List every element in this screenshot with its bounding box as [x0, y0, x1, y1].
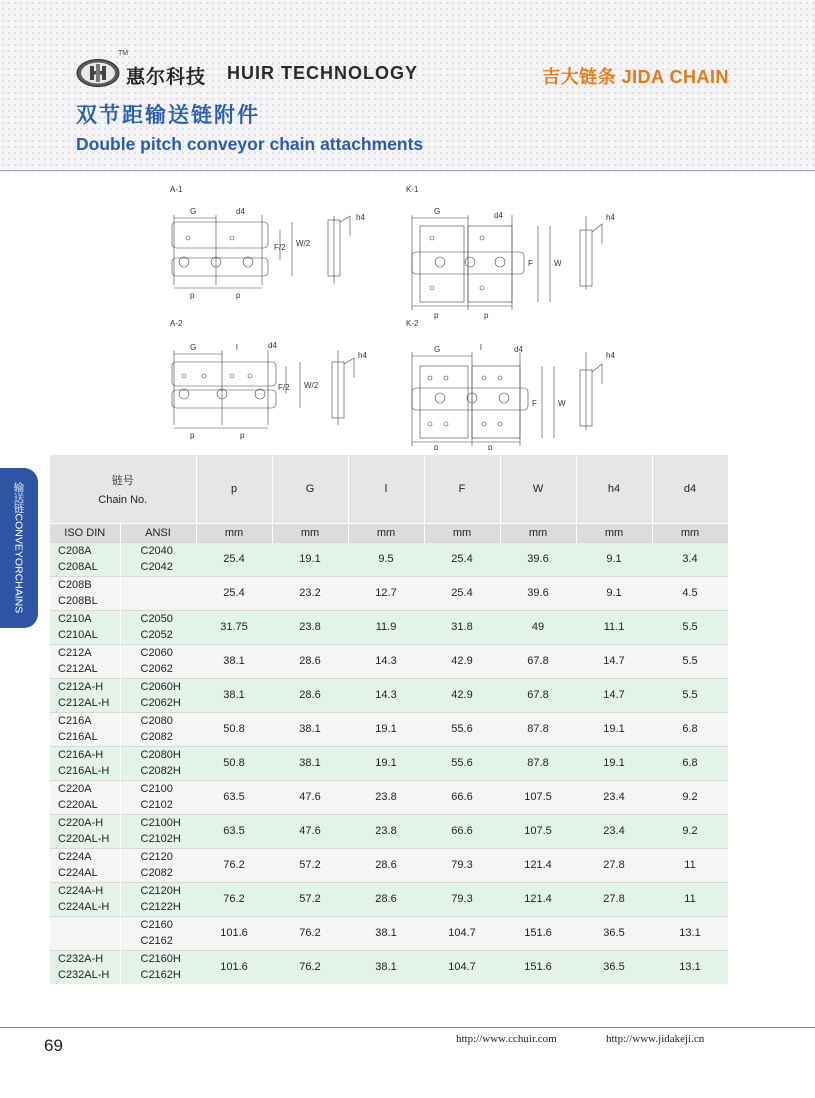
iso-din-code: C216A-H: [58, 749, 104, 761]
ansi-cell: [120, 644, 196, 678]
website-link-jidakeji[interactable]: http://www.jidakeji.cn: [606, 1033, 705, 1045]
value-cell-f: 66.6: [424, 814, 500, 848]
unit-l: mm: [348, 523, 424, 542]
iso-din-code: C208A: [58, 545, 92, 557]
value-cell-d4: 4.5: [652, 576, 728, 610]
ansi-cell: [120, 610, 196, 644]
value-cell-l: 38.1: [348, 950, 424, 984]
iso-din-code: C232AL-H: [58, 969, 110, 982]
dim-h4-a2: h4: [358, 351, 367, 360]
value-cell-d4: 3.4: [652, 542, 728, 576]
iso-din-cell: [50, 678, 120, 712]
value-cell-h4: 14.7: [576, 678, 652, 712]
trademark-mark: TM: [118, 50, 129, 57]
diagram-k2: [412, 352, 602, 446]
table-row: [50, 746, 728, 780]
value-cell-p: 50.8: [196, 746, 272, 780]
attachment-drawings-svg: [150, 180, 650, 450]
ansi-code: C2082H: [140, 765, 181, 777]
value-cell-w: 87.8: [500, 746, 576, 780]
value-cell-f: 79.3: [424, 882, 500, 916]
value-cell-f: 55.6: [424, 746, 500, 780]
value-cell-p: 25.4: [196, 576, 272, 610]
table-row: [50, 916, 728, 950]
page-title-chinese: 双节距输送链附件: [76, 104, 260, 127]
value-cell-f: 31.8: [424, 610, 500, 644]
ansi-code: C2100: [140, 783, 173, 795]
value-cell-w: 39.6: [500, 576, 576, 610]
value-cell-h4: 19.1: [576, 746, 652, 780]
value-cell-p: 101.6: [196, 916, 272, 950]
value-cell-h4: 19.1: [576, 712, 652, 746]
unit-h4: mm: [576, 523, 652, 542]
value-cell-p: 38.1: [196, 678, 272, 712]
dim-g-k2: G: [434, 345, 441, 354]
ansi-cell: [120, 848, 196, 882]
value-cell-w: 121.4: [500, 882, 576, 916]
value-cell-g: 23.8: [272, 610, 348, 644]
value-cell-w: 107.5: [500, 780, 576, 814]
iso-din-code: C212AL: [58, 663, 98, 675]
col-header-d4: d4: [652, 455, 728, 523]
dim-p-a1-2: p: [236, 291, 241, 300]
ansi-code: C2160: [140, 919, 173, 931]
value-cell-l: 19.1: [348, 712, 424, 746]
value-cell-w: 121.4: [500, 848, 576, 882]
iso-din-code: C220A: [58, 783, 92, 795]
value-cell-f: 42.9: [424, 678, 500, 712]
value-cell-g: 23.2: [272, 576, 348, 610]
ansi-code: C2080H: [140, 749, 181, 761]
value-cell-h4: 36.5: [576, 950, 652, 984]
value-cell-f: 79.3: [424, 848, 500, 882]
dim-p-a2-1: p: [190, 431, 195, 440]
table-header-row: [50, 455, 728, 523]
value-cell-p: 76.2: [196, 882, 272, 916]
value-cell-f: 104.7: [424, 916, 500, 950]
value-cell-w: 67.8: [500, 644, 576, 678]
unit-w: mm: [500, 523, 576, 542]
diagram-label-a2: A-2: [170, 319, 183, 328]
ansi-cell: [120, 950, 196, 984]
ansi-code: C2080: [140, 715, 173, 727]
value-cell-d4: 6.8: [652, 712, 728, 746]
dim-d4-a1: d4: [236, 207, 245, 216]
value-cell-l: 23.8: [348, 780, 424, 814]
iso-din-cell: [50, 814, 120, 848]
ansi-code: C2102: [140, 799, 173, 811]
iso-din-code: C210A: [58, 613, 92, 625]
value-cell-d4: 5.5: [652, 678, 728, 712]
unit-g: mm: [272, 523, 348, 542]
value-cell-g: 38.1: [272, 746, 348, 780]
value-cell-g: 57.2: [272, 882, 348, 916]
ansi-code: C2120: [140, 851, 173, 863]
value-cell-l: 11.9: [348, 610, 424, 644]
ansi-code: C2042: [140, 561, 173, 573]
dim-h4-k1: h4: [606, 213, 615, 222]
value-cell-f: 104.7: [424, 950, 500, 984]
col-header-f: F: [424, 455, 500, 523]
value-cell-g: 38.1: [272, 712, 348, 746]
value-cell-p: 31.75: [196, 610, 272, 644]
value-cell-p: 76.2: [196, 848, 272, 882]
chain-no-header: [50, 455, 196, 523]
ansi-cell: [120, 780, 196, 814]
diagram-a2: [172, 350, 354, 428]
unit-p: mm: [196, 523, 272, 542]
value-cell-p: 50.8: [196, 712, 272, 746]
brand-name-english: HUIR TECHNOLOGY: [227, 63, 419, 83]
page-title-english: Double pitch conveyor chain attachments: [76, 134, 424, 154]
value-cell-g: 47.6: [272, 780, 348, 814]
value-cell-d4: 5.5: [652, 610, 728, 644]
diagram-label-k1: K-1: [406, 185, 419, 194]
ansi-cell: [120, 712, 196, 746]
ansi-code: C2162H: [140, 969, 181, 982]
col-header-g: G: [272, 455, 348, 523]
value-cell-w: 49: [500, 610, 576, 644]
value-cell-p: 101.6: [196, 950, 272, 984]
value-cell-l: 9.5: [348, 542, 424, 576]
value-cell-l: 38.1: [348, 916, 424, 950]
dim-w-k2: W: [558, 399, 566, 408]
value-cell-p: 63.5: [196, 814, 272, 848]
value-cell-f: 25.4: [424, 542, 500, 576]
iso-din-code: C220A-H: [58, 817, 104, 829]
dim-h4-k2: h4: [606, 351, 615, 360]
value-cell-l: 19.1: [348, 746, 424, 780]
attachment-diagrams: [150, 180, 650, 450]
brand-name-chinese: 惠尔科技: [126, 67, 207, 88]
ansi-code: C2160H: [140, 953, 181, 966]
iso-din-code: C232A-H: [58, 953, 104, 966]
iso-din-code: C224A: [58, 851, 92, 863]
iso-din-cell: [50, 712, 120, 746]
value-cell-g: 28.6: [272, 678, 348, 712]
value-cell-h4: 27.8: [576, 882, 652, 916]
dimension-table-grid: [50, 455, 729, 984]
diagram-a1: [172, 215, 350, 288]
table-row: [50, 576, 728, 610]
value-cell-h4: 9.1: [576, 576, 652, 610]
iso-din-cell: [50, 610, 120, 644]
chain-no-header-en: Chain No.: [98, 493, 148, 506]
value-cell-p: 63.5: [196, 780, 272, 814]
ansi-code: C2050: [140, 613, 173, 625]
ansi-code: [141, 577, 197, 593]
table-row: [50, 542, 728, 576]
value-cell-h4: 23.4: [576, 780, 652, 814]
ansi-code: C2040: [140, 545, 173, 557]
ansi-code: C2102H: [140, 833, 181, 845]
dim-g-k1: G: [434, 207, 441, 216]
table-row: [50, 610, 728, 644]
value-cell-h4: 36.5: [576, 916, 652, 950]
dim-w2-a1: W/2: [296, 239, 311, 248]
dimension-table: [50, 455, 728, 984]
iso-din-code: C210AL: [58, 629, 98, 641]
value-cell-d4: 9.2: [652, 814, 728, 848]
iso-din-code: C208B: [58, 579, 92, 591]
diagram-label-a1: A-1: [170, 185, 183, 194]
section-side-tab: [0, 468, 38, 628]
section-side-tab-label: 输送链CONVEYORCHAINS: [12, 482, 25, 614]
ansi-code: C2162: [140, 935, 173, 947]
value-cell-w: 39.6: [500, 542, 576, 576]
value-cell-d4: 13.1: [652, 950, 728, 984]
iso-din-cell: [50, 882, 120, 916]
ansi-cell: [120, 678, 196, 712]
dim-d4-k1: d4: [494, 211, 503, 220]
value-cell-w: 67.8: [500, 678, 576, 712]
iso-din-cell: [50, 542, 120, 576]
value-cell-g: 57.2: [272, 848, 348, 882]
value-cell-f: 25.4: [424, 576, 500, 610]
table-row: [50, 644, 728, 678]
iso-din-cell: [50, 746, 120, 780]
table-row: [50, 780, 728, 814]
iso-din-code: C216AL-H: [58, 765, 110, 777]
table-row: [50, 678, 728, 712]
dim-g-a1: G: [190, 207, 197, 216]
dim-p-a2-2: p: [240, 431, 245, 440]
iso-din-cell: [50, 644, 120, 678]
iso-din-code: C212A-H: [58, 681, 104, 693]
value-cell-h4: 14.7: [576, 644, 652, 678]
value-cell-h4: 27.8: [576, 848, 652, 882]
ansi-code: C2120H: [140, 885, 181, 897]
dim-l-a2: l: [236, 343, 238, 352]
table-row: [50, 882, 728, 916]
dim-f2-a1: F/2: [274, 243, 286, 252]
ansi-code: C2082: [140, 867, 173, 879]
value-cell-p: 38.1: [196, 644, 272, 678]
iso-din-code: C212AL-H: [58, 697, 110, 709]
value-cell-g: 47.6: [272, 814, 348, 848]
ansi-cell: [120, 542, 196, 576]
iso-din-code: C216A: [58, 715, 92, 727]
footer-divider: [0, 1027, 815, 1028]
dim-h4-a1: h4: [356, 213, 365, 222]
dim-p-k1-1: p: [434, 311, 439, 320]
value-cell-w: 151.6: [500, 950, 576, 984]
value-cell-l: 28.6: [348, 848, 424, 882]
jida-chain-brand: 吉大链条 JIDA CHAIN: [542, 67, 729, 87]
value-cell-f: 66.6: [424, 780, 500, 814]
iso-din-cell: [50, 848, 120, 882]
page-number: 69: [44, 1036, 63, 1055]
table-body: [50, 542, 728, 984]
dim-d4-k2: d4: [514, 345, 523, 354]
ansi-cell: [120, 746, 196, 780]
dim-l-k2: l: [480, 343, 482, 352]
ansi-cell: [120, 916, 196, 950]
ansi-code: [141, 593, 197, 609]
iso-din-code: C220AL: [58, 799, 98, 811]
col-header-h4: h4: [576, 455, 652, 523]
value-cell-g: 76.2: [272, 916, 348, 950]
value-cell-l: 12.7: [348, 576, 424, 610]
value-cell-h4: 23.4: [576, 814, 652, 848]
iso-din-cell: [50, 780, 120, 814]
ansi-code: C2060: [140, 647, 173, 659]
ansi-code: C2062: [140, 663, 173, 675]
value-cell-h4: 11.1: [576, 610, 652, 644]
dim-f-k1: F: [528, 259, 533, 268]
ansi-code: C2062H: [140, 697, 181, 709]
chain-no-header-cn: 链号: [111, 474, 134, 487]
value-cell-d4: 6.8: [652, 746, 728, 780]
value-cell-d4: 11: [652, 882, 728, 916]
value-cell-h4: 9.1: [576, 542, 652, 576]
value-cell-g: 19.1: [272, 542, 348, 576]
iso-din-code: [58, 917, 120, 933]
website-link-cchuir[interactable]: http://www.cchuir.com: [456, 1033, 557, 1045]
value-cell-g: 76.2: [272, 950, 348, 984]
iso-din-cell: [50, 576, 120, 610]
value-cell-l: 14.3: [348, 644, 424, 678]
ansi-code: C2082: [140, 731, 173, 743]
value-cell-d4: 13.1: [652, 916, 728, 950]
value-cell-d4: 11: [652, 848, 728, 882]
ansi-code: C2122H: [140, 901, 181, 913]
ansi-cell: [120, 882, 196, 916]
dim-p-k1-2: p: [484, 311, 489, 320]
value-cell-d4: 9.2: [652, 780, 728, 814]
unit-f: mm: [424, 523, 500, 542]
col-header-w: W: [500, 455, 576, 523]
table-row: [50, 950, 728, 984]
huir-logo-icon: [76, 58, 120, 88]
dim-p-a1-1: p: [190, 291, 195, 300]
table-row: [50, 848, 728, 882]
dim-p-k2-2: p: [488, 443, 493, 450]
units-row: [50, 523, 728, 542]
table-row: [50, 814, 728, 848]
table-row: [50, 712, 728, 746]
ansi-cell: [120, 576, 196, 610]
ansi-header: ANSI: [120, 523, 196, 542]
value-cell-d4: 5.5: [652, 644, 728, 678]
ansi-cell: [120, 814, 196, 848]
dim-f-k2: F: [532, 399, 537, 408]
iso-din-code: C224AL: [58, 867, 98, 879]
unit-d4: mm: [652, 523, 728, 542]
value-cell-w: 87.8: [500, 712, 576, 746]
dim-w-k1: W: [554, 259, 562, 268]
ansi-code: C2060H: [140, 681, 181, 693]
iso-din-code: C224A-H: [58, 885, 104, 897]
dim-w2-a2: W/2: [304, 381, 319, 390]
col-header-l: l: [348, 455, 424, 523]
iso-din-code: C224AL-H: [58, 901, 110, 913]
value-cell-f: 42.9: [424, 644, 500, 678]
value-cell-l: 28.6: [348, 882, 424, 916]
iso-din-code: C212A: [58, 647, 92, 659]
col-header-p: p: [196, 455, 272, 523]
value-cell-g: 28.6: [272, 644, 348, 678]
dim-p-k2-1: p: [434, 443, 439, 450]
value-cell-p: 25.4: [196, 542, 272, 576]
diagram-k1: [412, 215, 602, 310]
value-cell-w: 151.6: [500, 916, 576, 950]
dim-d4-a2: d4: [268, 341, 277, 350]
iso-din-code: C220AL-H: [58, 833, 110, 845]
dim-f2-a2: F/2: [278, 383, 290, 392]
iso-din-cell: [50, 950, 120, 984]
header-divider: [0, 170, 815, 171]
value-cell-l: 14.3: [348, 678, 424, 712]
dim-g-a2: G: [190, 343, 197, 352]
iso-din-code: [58, 933, 120, 949]
value-cell-w: 107.5: [500, 814, 576, 848]
iso-din-code: C208AL: [58, 561, 98, 573]
diagram-label-k2: K-2: [406, 319, 419, 328]
value-cell-l: 23.8: [348, 814, 424, 848]
iso-din-cell: [50, 916, 120, 950]
iso-din-code: C208BL: [58, 595, 98, 607]
ansi-code: C2100H: [140, 817, 181, 829]
ansi-code: C2052: [140, 629, 173, 641]
iso-din-code: C216AL: [58, 731, 98, 743]
iso-din-header: ISO DIN: [50, 523, 120, 542]
value-cell-f: 55.6: [424, 712, 500, 746]
